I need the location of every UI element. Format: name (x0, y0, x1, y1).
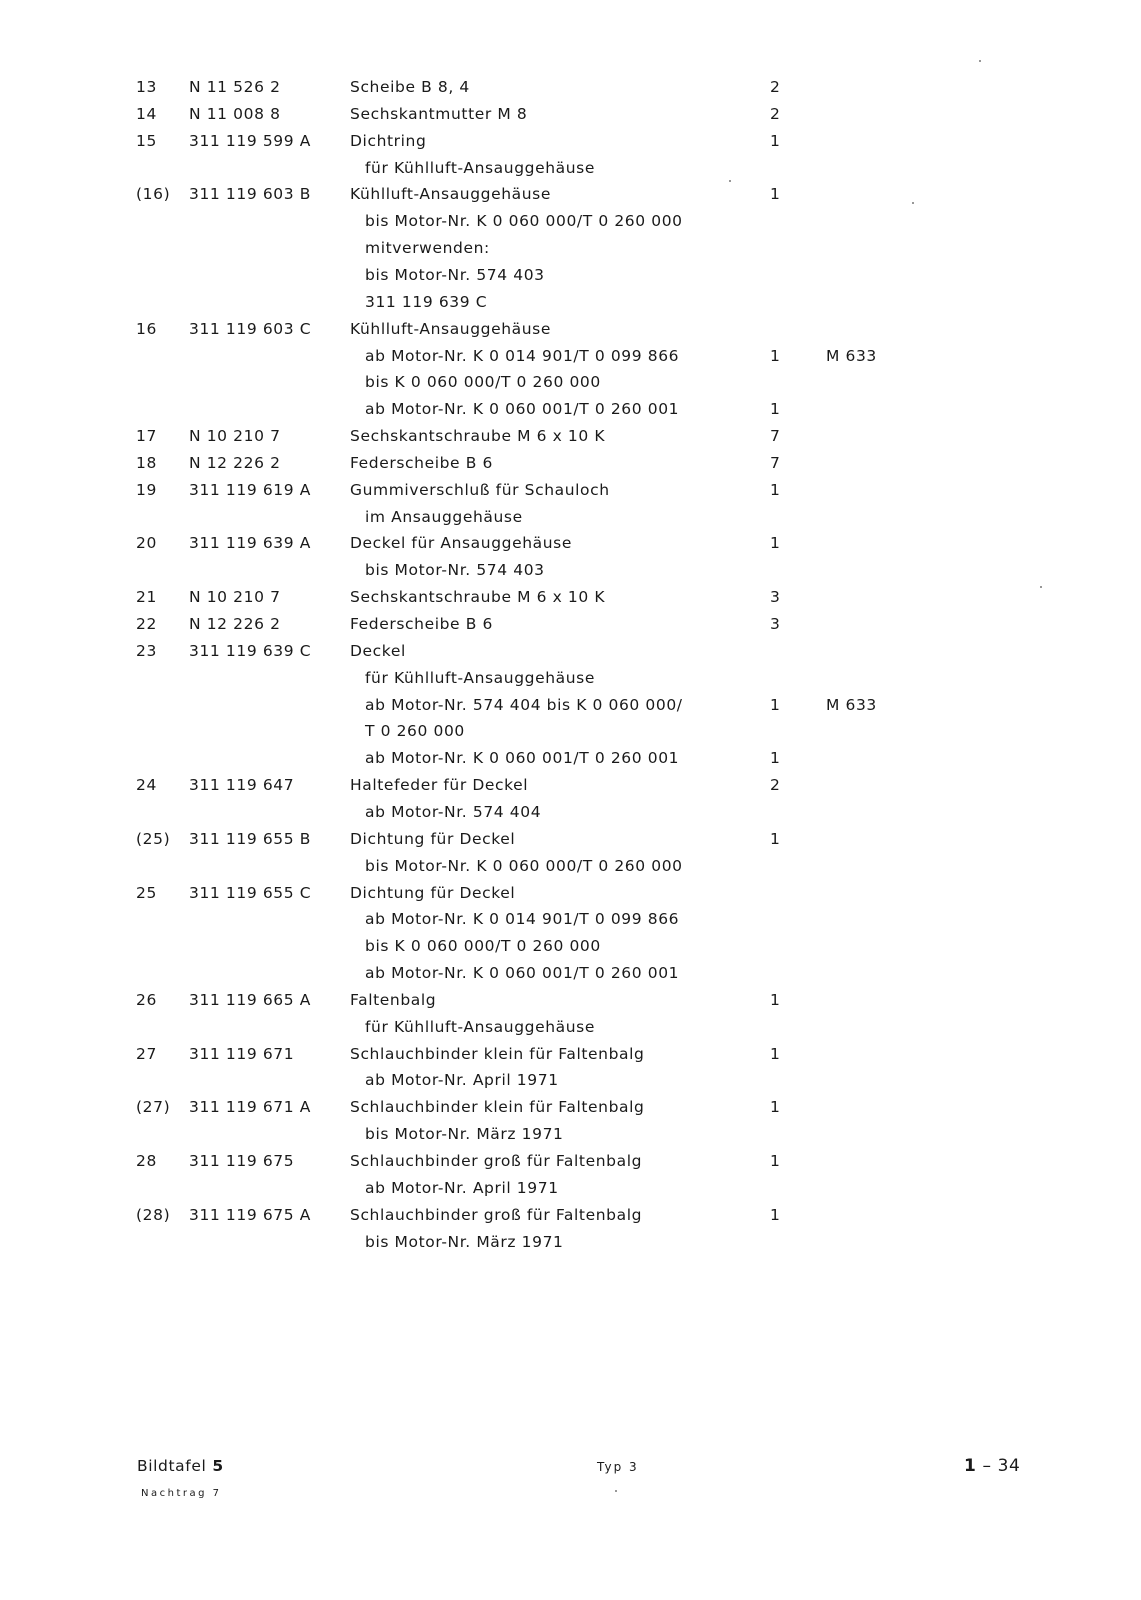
table-row (0, 132, 1141, 158)
part-number: 311 119 647 (189, 776, 295, 795)
table-row (0, 78, 1141, 104)
bildtafel-text: Bildtafel (137, 1457, 207, 1475)
description: ab Motor-Nr. April 1971 (365, 1178, 559, 1197)
table-row (0, 534, 1141, 560)
page-separator: – (982, 1456, 992, 1476)
table-row (0, 910, 1141, 936)
table-row (0, 1179, 1141, 1205)
description: bis Motor-Nr. 574 403 (365, 265, 545, 284)
item-number: 20 (136, 534, 157, 553)
quantity: 1 (770, 829, 781, 848)
item-number: 21 (136, 588, 157, 607)
description: ab Motor-Nr. 574 404 (365, 802, 542, 821)
description: ab Motor-Nr. K 0 060 001/T 0 260 001 (365, 749, 680, 768)
item-number: (16) (136, 185, 171, 204)
quantity: 1 (770, 346, 781, 365)
item-number: 25 (136, 883, 157, 902)
page-number (964, 1456, 1020, 1476)
table-row (0, 373, 1141, 399)
table-row (0, 615, 1141, 641)
description: Scheibe B 8, 4 (350, 78, 470, 96)
part-number: 311 119 603 C (189, 319, 312, 338)
description: Schlauchbinder klein für Faltenbalg (350, 1098, 645, 1117)
description: für Kühlluft-Ansauggehäuse (365, 1017, 595, 1036)
scan-speck (912, 202, 914, 204)
remark: M 633 (826, 346, 877, 365)
table-row (0, 803, 1141, 829)
quantity: 1 (770, 131, 781, 150)
description: für Kühlluft-Ansauggehäuse (365, 158, 595, 177)
description: Sechskantschraube M 6 x 10 K (350, 427, 606, 446)
description: für Kühlluft-Ansauggehäuse (365, 668, 595, 687)
description: mitverwenden: (365, 239, 490, 258)
table-row (0, 427, 1141, 453)
quantity: 1 (770, 749, 781, 768)
item-number: 28 (136, 1152, 157, 1170)
item-number: 26 (136, 990, 157, 1009)
nachtrag-label: Nachtrag 7 (141, 1488, 222, 1499)
part-number: N 10 210 7 (189, 588, 281, 607)
table-row (0, 1018, 1141, 1044)
description: bis Motor-Nr. 574 403 (365, 561, 545, 580)
quantity: 1 (770, 480, 781, 499)
quantity: 1 (770, 990, 781, 1009)
description: Kühlluft-Ansauggehäuse (350, 185, 551, 204)
description: ab Motor-Nr. K 0 014 901/T 0 099 866 (365, 910, 680, 929)
table-row (0, 239, 1141, 265)
description: ab Motor-Nr. K 0 060 001/T 0 260 001 (365, 964, 680, 983)
description: im Ansauggehäuse (365, 507, 523, 526)
table-row (0, 884, 1141, 910)
description: Dichtung für Deckel (350, 829, 516, 848)
table-row (0, 159, 1141, 185)
item-number: (27) (136, 1098, 171, 1117)
table-row (0, 749, 1141, 775)
quantity: 2 (770, 104, 781, 123)
table-row (0, 1045, 1141, 1071)
quantity: 1 (770, 1152, 781, 1170)
table-row (0, 964, 1141, 990)
part-number: 311 119 655 C (189, 883, 312, 902)
table-row (0, 588, 1141, 614)
part-number: N 11 526 2 (189, 78, 281, 96)
table-row (0, 642, 1141, 668)
description: bis Motor-Nr. K 0 060 000/T 0 260 000 (365, 212, 683, 231)
table-row (0, 669, 1141, 695)
quantity: 1 (770, 1098, 781, 1117)
table-row (0, 722, 1141, 748)
table-row (0, 830, 1141, 856)
part-number: 311 119 639 C (189, 641, 312, 660)
part-number: N 11 008 8 (189, 104, 281, 123)
table-row (0, 266, 1141, 292)
item-number: 27 (136, 1044, 157, 1063)
item-number: 18 (136, 453, 157, 472)
item-number: 13 (136, 78, 157, 96)
table-row (0, 400, 1141, 426)
part-number: N 12 226 2 (189, 615, 281, 633)
description: bis K 0 060 000/T 0 260 000 (365, 373, 601, 392)
description: Dichtring (350, 131, 427, 150)
description: Deckel (350, 641, 406, 660)
description: Kühlluft-Ansauggehäuse (350, 319, 551, 338)
table-row (0, 1206, 1141, 1232)
table-row (0, 1233, 1141, 1259)
description: bis Motor-Nr. März 1971 (365, 1125, 564, 1144)
part-number: 311 119 603 B (189, 185, 311, 204)
table-row (0, 293, 1141, 319)
item-number: 17 (136, 427, 157, 446)
description: ab Motor-Nr. April 1971 (365, 1071, 559, 1090)
table-row (0, 347, 1141, 373)
item-number: 15 (136, 131, 157, 150)
description: ab Motor-Nr. K 0 060 001/T 0 260 001 (365, 400, 680, 419)
item-number: 16 (136, 319, 157, 338)
item-number: 14 (136, 104, 157, 123)
description: Gummiverschluß für Schauloch (350, 480, 610, 499)
part-number: 311 119 675 (189, 1152, 295, 1170)
table-row (0, 696, 1141, 722)
remark: M 633 (826, 695, 877, 714)
part-number: N 10 210 7 (189, 427, 281, 446)
table-row (0, 1125, 1141, 1151)
description: bis K 0 060 000/T 0 260 000 (365, 937, 601, 956)
description: Sechskantmutter M 8 (350, 104, 528, 123)
bildtafel-number: 5 (212, 1457, 224, 1475)
description: Haltefeder für Deckel (350, 776, 529, 795)
description: Schlauchbinder groß für Faltenbalg (350, 1205, 643, 1224)
part-number: 311 119 671 (189, 1044, 295, 1063)
part-number: 311 119 639 A (189, 534, 311, 553)
part-number: 311 119 671 A (189, 1098, 311, 1117)
quantity: 1 (770, 1205, 781, 1224)
description: Schlauchbinder klein für Faltenbalg (350, 1044, 645, 1063)
description: Federscheibe B 6 (350, 615, 493, 633)
description: Schlauchbinder groß für Faltenbalg (350, 1152, 643, 1170)
table-row (0, 561, 1141, 587)
page-no: 34 (997, 1456, 1021, 1476)
part-number: N 12 226 2 (189, 453, 281, 472)
part-number: 311 119 619 A (189, 480, 311, 499)
item-number: 22 (136, 615, 157, 633)
quantity: 1 (770, 400, 781, 419)
quantity: 2 (770, 78, 781, 96)
table-row (0, 320, 1141, 346)
table-row (0, 454, 1141, 480)
scan-speck (729, 180, 731, 182)
scan-speck (1040, 586, 1042, 588)
part-number: 311 119 655 B (189, 829, 311, 848)
table-row (0, 1098, 1141, 1124)
table-row (0, 776, 1141, 802)
item-number: 24 (136, 776, 157, 795)
description: Deckel für Ansauggehäuse (350, 534, 572, 553)
description: 311 119 639 C (365, 292, 488, 311)
description: bis Motor-Nr. März 1971 (365, 1232, 564, 1251)
item-number: 19 (136, 480, 157, 499)
item-number: (25) (136, 829, 171, 848)
quantity: 7 (770, 427, 781, 446)
table-row (0, 185, 1141, 211)
table-row (0, 1152, 1141, 1178)
table-row (0, 212, 1141, 238)
description: T 0 260 000 (365, 722, 465, 741)
part-number: 311 119 665 A (189, 990, 311, 1009)
quantity: 1 (770, 185, 781, 204)
table-row (0, 508, 1141, 534)
quantity: 3 (770, 588, 781, 607)
item-number: 23 (136, 641, 157, 660)
description: bis Motor-Nr. K 0 060 000/T 0 260 000 (365, 856, 683, 875)
quantity: 1 (770, 695, 781, 714)
quantity: 3 (770, 615, 781, 633)
item-number: (28) (136, 1205, 171, 1224)
table-row (0, 937, 1141, 963)
quantity: 2 (770, 776, 781, 795)
table-row (0, 1071, 1141, 1097)
bildtafel-label (137, 1457, 224, 1475)
table-row (0, 991, 1141, 1017)
scan-speck (979, 60, 981, 62)
page-section: 1 (964, 1456, 977, 1476)
scan-speck (615, 1490, 617, 1492)
description: Faltenbalg (350, 990, 437, 1009)
table-row (0, 481, 1141, 507)
quantity: 1 (770, 1044, 781, 1063)
part-number: 311 119 599 A (189, 131, 311, 150)
description: ab Motor-Nr. K 0 014 901/T 0 099 866 (365, 346, 680, 365)
description: Federscheibe B 6 (350, 453, 493, 472)
part-number: 311 119 675 A (189, 1205, 311, 1224)
description: Dichtung für Deckel (350, 883, 516, 902)
quantity: 1 (770, 534, 781, 553)
table-row (0, 105, 1141, 131)
description: Sechskantschraube M 6 x 10 K (350, 588, 606, 607)
description: ab Motor-Nr. 574 404 bis K 0 060 000/ (365, 695, 683, 714)
typ-label: Typ 3 (597, 1460, 639, 1474)
table-row (0, 857, 1141, 883)
quantity: 7 (770, 453, 781, 472)
